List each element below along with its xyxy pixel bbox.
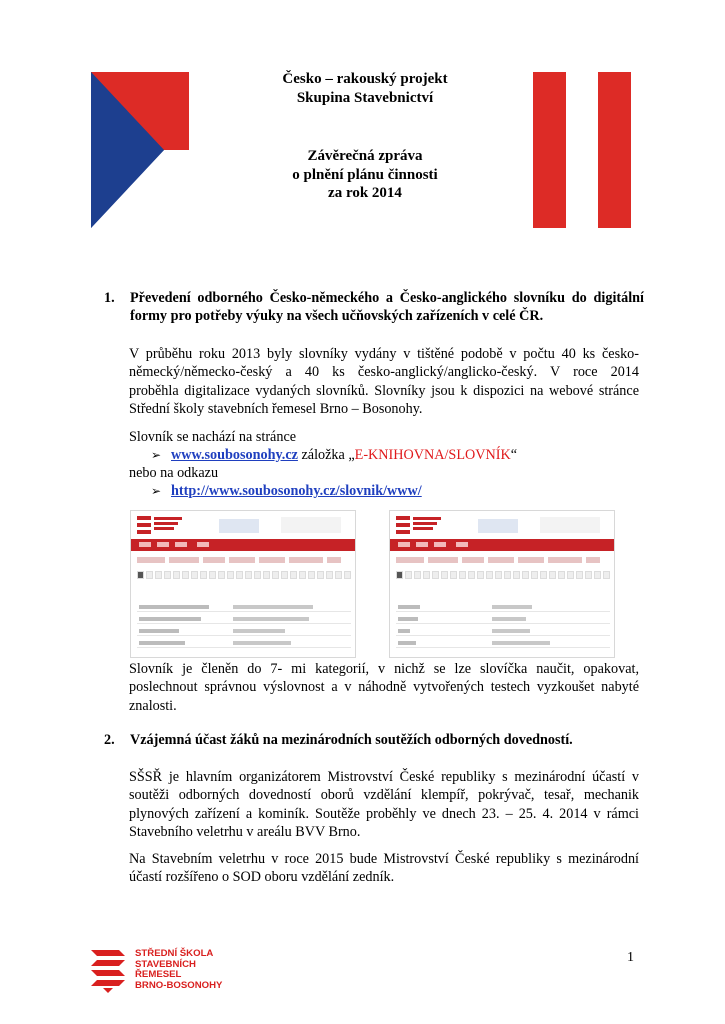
arrow-bullet-icon: ➢ — [151, 484, 162, 498]
paragraph-line: proběhla digitalizace vydaných slovníků. Slovníky jsou k dispozici na webové stránce — [129, 382, 639, 399]
screenshot-header — [390, 511, 614, 539]
document-title — [230, 70, 500, 203]
footer-logo-text — [135, 949, 222, 991]
word-row — [396, 639, 610, 648]
paragraph-line: soutěži odborných dovedností oborů vzdělání klempíř, pokrývač, tesař, mechanik — [129, 787, 639, 804]
tab-label-prefix: záložka „ — [297, 447, 355, 463]
title-line-2: Skupina Stavebnictví — [296, 89, 434, 106]
screenshot-nav — [131, 539, 355, 551]
category-filters — [396, 557, 606, 563]
word-row — [396, 627, 610, 636]
section-2-heading-text: Vzájemná účast žáků na mezinárodních soutěžích odborných dovedností. — [130, 732, 573, 748]
paragraph-line: Na Stavebním veletrhu v roce 2015 bude Mistrovství České republiky s mezinárodní — [129, 851, 639, 867]
section-2-paragraph-1 — [129, 768, 639, 842]
czech-flag — [91, 72, 189, 228]
paragraph-line: poslechnout správnou výslovnost a v náhodně vytvořených testech vyzkoušet nabyté — [129, 679, 639, 696]
section-2-paragraph-2 — [129, 850, 639, 887]
category-filters — [137, 557, 347, 563]
footer-school-logo — [89, 946, 229, 994]
dictionary-location-text: Slovník se nachází na stránce — [129, 429, 297, 445]
section-2-number: 2. — [104, 732, 115, 748]
austrian-flag — [533, 72, 631, 228]
paragraph-line: německý/německo-český a 40 ks česko-anglický/anglicko-český. V roce 2014 — [129, 364, 639, 381]
tab-label-suffix: “ — [510, 447, 518, 463]
page-number: 1 — [627, 950, 634, 965]
section-1-paragraph-1 — [129, 345, 639, 419]
school-logo-icon — [396, 515, 451, 535]
title-line-1: Česko – rakouský projekt — [282, 71, 448, 87]
dictionary-screenshot-2 — [389, 510, 615, 658]
eu-logos-icon — [219, 519, 259, 533]
section-1-number: 1. — [104, 290, 115, 306]
eu-logos-icon — [478, 519, 518, 533]
logo-line: STAVEBNÍCH — [135, 958, 196, 970]
screenshot-nav — [390, 539, 614, 551]
paragraph-line: účastí rozšířeno o SOD oboru vzdělání zedník. — [129, 869, 395, 886]
paragraph-line: Slovník je členěn do 7- mi kategorií, v nichž se lze slovíčka naučit, opakovat, — [129, 661, 639, 677]
dictionary-url-link[interactable]: http://www.soubosonohy.cz/slovnik/www/ — [171, 483, 422, 499]
website-link[interactable]: www.soubosonohy.cz — [171, 447, 298, 463]
logo-line: BRNO-BOSONOHY — [135, 979, 223, 991]
arrow-bullet-icon: ➢ — [151, 448, 162, 462]
alphabet-bar — [396, 571, 610, 579]
contact-info-icon — [281, 517, 341, 533]
word-row — [137, 639, 351, 648]
section-1-heading-line-2: formy pro potřeby výuky na všech učňovských zařízeních v celé ČR. — [130, 308, 544, 325]
word-row — [137, 627, 351, 636]
section-1-heading — [104, 289, 644, 326]
contact-info-icon — [540, 517, 600, 533]
title-line-5: za rok 2014 — [328, 185, 402, 201]
paragraph-line: Střední školy stavebních řemesel Brno – Bosonohy. — [129, 401, 423, 418]
bullet-dictionary-url — [151, 482, 422, 500]
section-2-heading — [104, 731, 644, 749]
screenshot-header — [131, 511, 355, 539]
logo-line: STŘEDNÍ ŠKOLA — [135, 948, 214, 959]
section-1-heading-line-1: Převedení odborného Česko-německého a Česko-anglického slovníku do digitální — [130, 290, 644, 306]
or-link-text: nebo na odkazu — [129, 465, 219, 481]
word-row — [396, 603, 610, 612]
title-line-3: Závěrečná zpráva — [307, 148, 423, 164]
dictionary-screenshot-1 — [130, 510, 356, 658]
word-row — [137, 603, 351, 612]
paragraph-line: SŠSŘ je hlavním organizátorem Mistrovství České republiky s mezinárodní účastí v — [129, 769, 639, 785]
paragraph-line: Stavebního veletrhu v areálu BVV Brno. — [129, 824, 361, 841]
bullet-website — [151, 446, 517, 464]
school-emblem-icon — [89, 946, 133, 994]
alphabet-bar — [137, 571, 351, 579]
tab-label-name: E-KNIHOVNA/SLOVNÍK — [354, 447, 511, 463]
word-row — [137, 615, 351, 624]
word-row — [396, 615, 610, 624]
paragraph-line: plynových zařízení a kominík. Soutěže proběhly ve dnech 23. – 25. 4. 2014 v rámci — [129, 805, 639, 822]
section-1-paragraph-2 — [129, 660, 639, 715]
paragraph-line: znalosti. — [129, 697, 177, 714]
title-line-4: o plnění plánu činnosti — [292, 166, 438, 183]
logo-line: ŘEMESEL — [135, 969, 182, 980]
school-logo-icon — [137, 515, 192, 535]
paragraph-line: V průběhu roku 2013 byly slovníky vydány v tištěné podobě v počtu 40 ks česko- — [129, 346, 639, 362]
